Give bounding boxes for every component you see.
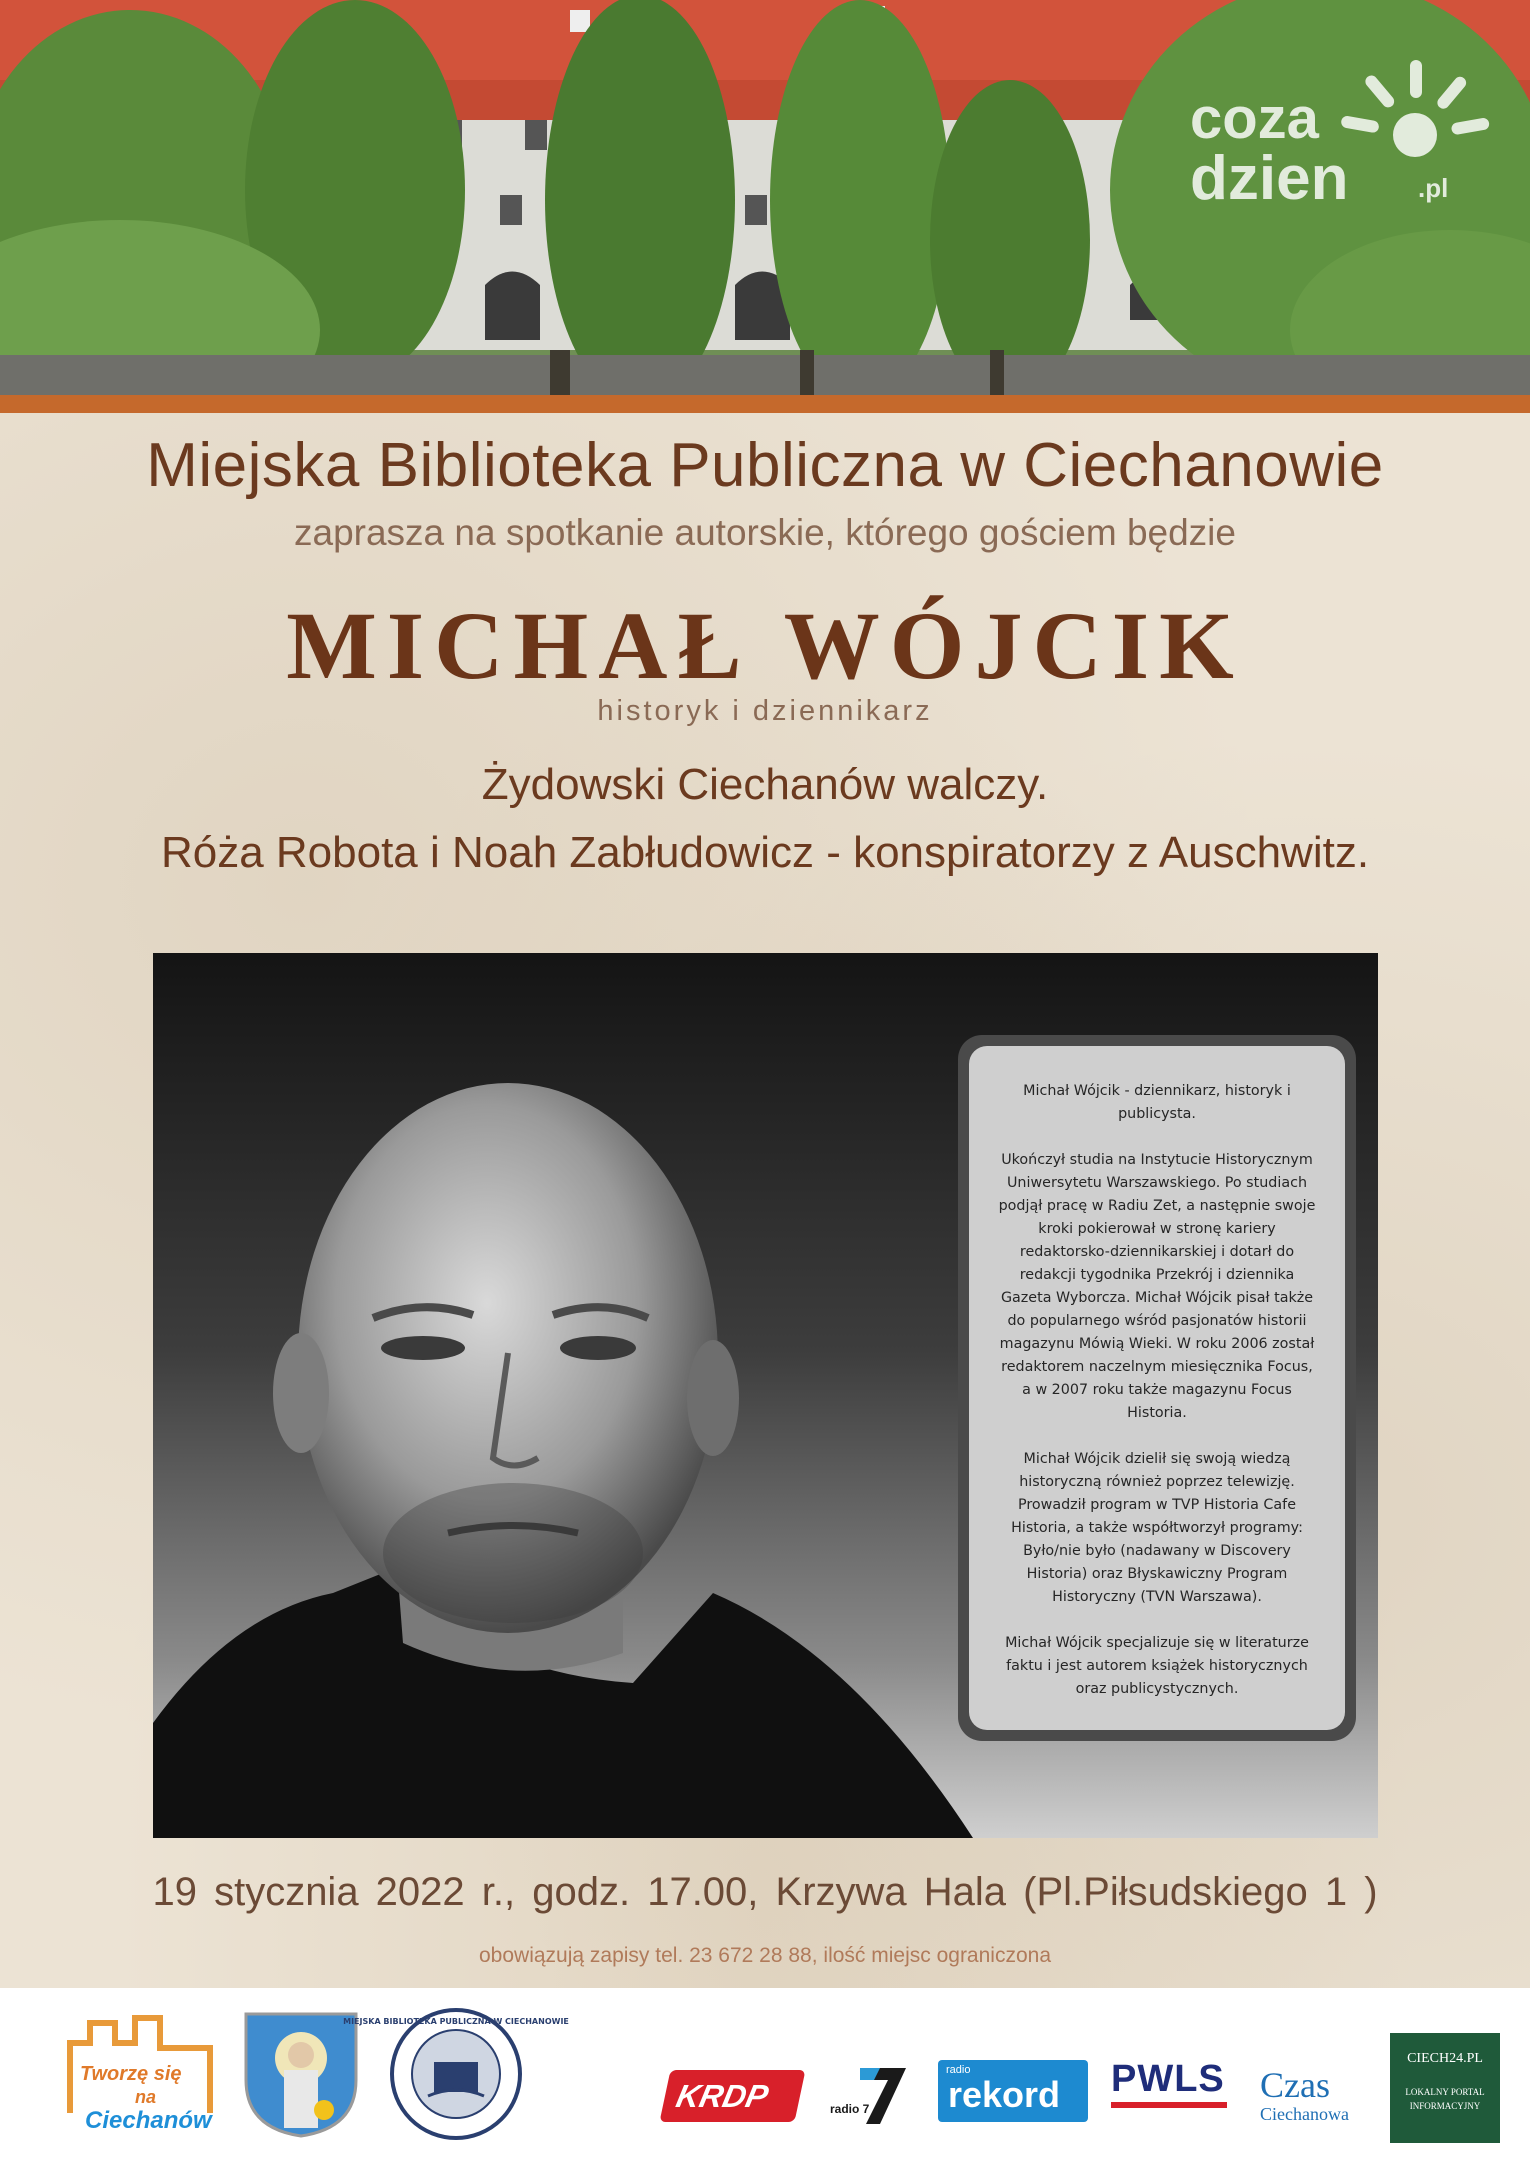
radio-rekord-logo	[938, 2060, 1088, 2122]
czas-line2: Ciechanowa	[1260, 2104, 1349, 2124]
radio7-text: radio 7	[830, 2102, 870, 2116]
organizer-title: Miejska Biblioteka Publiczna w Ciechanowie	[146, 431, 1384, 500]
watermark-text-line2: dzien	[1190, 144, 1349, 213]
bio-frame	[958, 1035, 1356, 1741]
bio-paragraph-3: Michał Wójcik dzielił się swoją wiedzą historyczną również poprzez telewizję. Prowadził program w TVP Historia Cafe Historia, a także współtworzył programy: Było/nie było (nadawany w Discovery Historia) oraz Błyskawiczny Program Historyczny (TVN Warszawa).	[1011, 1451, 1303, 1605]
library-seal-text: MIEJSKA BIBLIOTEKA PUBLICZNA W CIECHANOWIE	[343, 2017, 569, 2026]
sponsor-logos-strip	[0, 1988, 1530, 2164]
ciech24-title: CIECH24.PL	[1407, 2051, 1483, 2066]
krdp-text: KRDP	[673, 2078, 772, 2114]
invitation-text: zaprasza na spotkanie autorskie, którego gościem będzie	[294, 512, 1236, 553]
watermark-text-line1: coza	[1190, 86, 1319, 151]
bio-paragraph-4: Michał Wójcik specjalizuje się w literaturze faktu i jest autorem książek historycznych oraz publicystycznych.	[1005, 1635, 1309, 1697]
pwls-logo	[1105, 2058, 1233, 2118]
portrait-panel	[153, 953, 1378, 1838]
radio7-logo	[830, 2058, 910, 2128]
radio7-mark-icon	[830, 2058, 910, 2128]
tworze-line1: Tworzę się	[80, 2063, 182, 2085]
sun-icon	[1350, 55, 1480, 185]
pwls-stripe	[1111, 2102, 1227, 2108]
pwls-text: PWLS	[1111, 2058, 1225, 2100]
bio-paragraph-1: Michał Wójcik - dziennikarz, historyk i publicysta.	[1023, 1083, 1291, 1122]
ciech24-logo	[1390, 2033, 1500, 2143]
rekord-small-text: radio	[946, 2064, 971, 2076]
tworze-line3: Ciechanów	[85, 2107, 212, 2134]
czas-ciechanowa-logo	[1258, 2064, 1376, 2128]
tworze-line2: na	[135, 2087, 157, 2107]
library-seal-icon	[343, 2006, 569, 2142]
rekord-main-text: rekord	[948, 2074, 1061, 2115]
registration-note: obowiązują zapisy tel. 23 672 28 88, ilość miejsc ograniczona	[479, 1944, 1051, 1967]
accent-band	[0, 395, 1530, 413]
bio-card	[969, 1046, 1345, 1730]
watermark-suffix: .pl	[1418, 173, 1449, 203]
czas-line1: Czas	[1260, 2065, 1330, 2105]
library-seal-logo	[343, 2006, 569, 2142]
krdp-logo	[659, 2070, 805, 2122]
event-details: 19 stycznia 2022 r., godz. 17.00, Krzywa Hala (Pl.Piłsudskiego 1 )	[152, 1870, 1378, 1914]
tworze-sie-na-ciechanow-logo	[60, 2003, 220, 2143]
guest-name: MICHAŁ WÓJCIK	[286, 592, 1244, 699]
guest-role: historyk i dziennikarz	[597, 695, 933, 727]
ciech24-subtitle: LOKALNY PORTAL INFORMACYJNY	[1405, 2087, 1485, 2111]
topic-line-2: Róża Robota i Noah Zabłudowicz - konspiratorzy z Auschwitz.	[160, 828, 1370, 877]
ciechanow-coat-of-arms-logo	[242, 2010, 360, 2138]
topic-line-1: Żydowski Ciechanów walczy.	[481, 760, 1049, 809]
header-photo	[0, 0, 1530, 395]
bio-paragraph-2: Ukończył studia na Instytucie Historycznym Uniwersytetu Warszawskiego. Po studiach podjął pracę w Radiu Zet, a następnie swoje kroki pokierował w stronę kariery redaktorsko-dziennikarskiej i dotarł do redakcji tygodnika Przekrój i dziennika Gazeta Wyborcza. Michał Wójcik pisał także do popularnego wśród pasjonatów historii magazynu Mówią Wieki. W roku 2006 został redaktorem naczelnym miesięcznika Focus, a w 2007 roku także magazynu Focus Historia.	[998, 1152, 1316, 1421]
cozadzien-watermark-logo	[1190, 55, 1475, 225]
